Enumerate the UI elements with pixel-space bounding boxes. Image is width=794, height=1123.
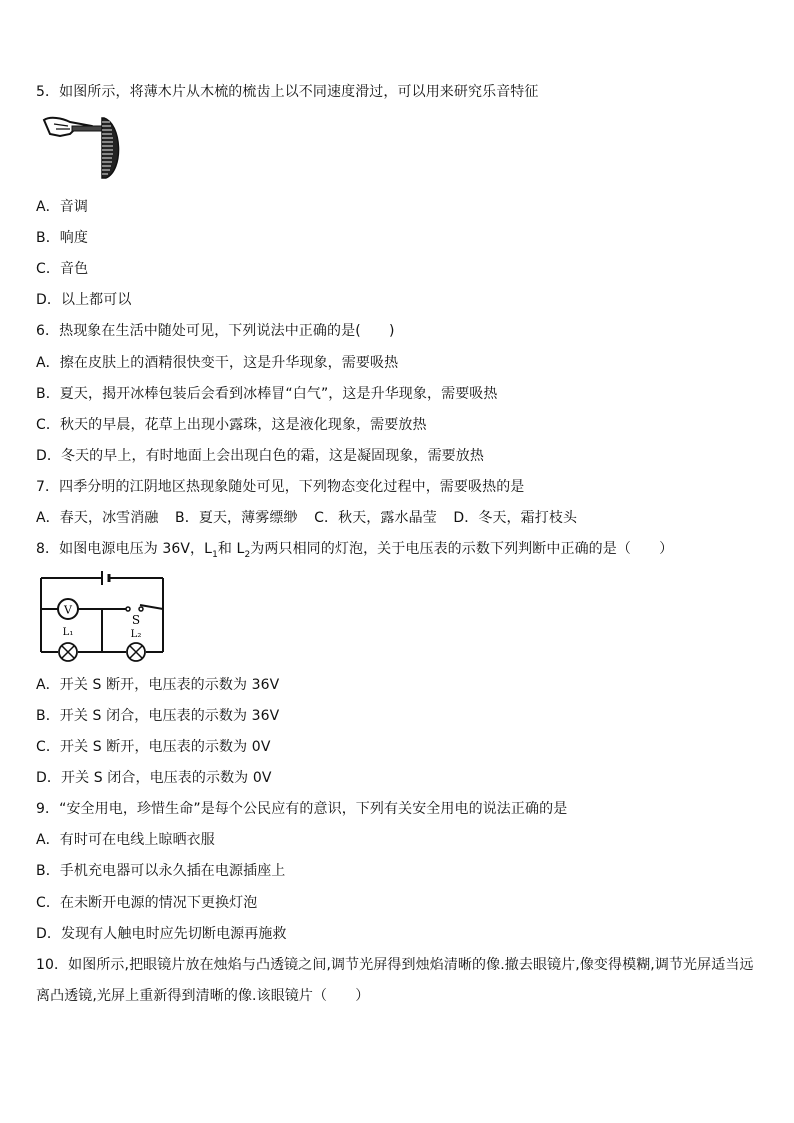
circuit-diagram: [38, 568, 166, 662]
question-9-option-b: B．手机充电器可以永久插在电源插座上: [36, 863, 286, 879]
question-5-option-d: D．以上都可以: [36, 292, 132, 308]
question-8-option-b: B．开关 S 闭合，电压表的示数为 36V: [36, 708, 280, 724]
voltmeter-label: V: [64, 603, 72, 617]
question-9-option-d: D．发现有人触电时应先切断电源再施救: [36, 926, 287, 942]
comb-figure: [40, 114, 126, 182]
question-7-option-b: B．夏天，薄雾缥缈: [175, 510, 298, 526]
question-7-options: [36, 508, 589, 528]
switch-label: S: [131, 613, 141, 627]
question-6-option-c: C．秋天的早晨，花草上出现小露珠，这是液化现象，需要放热: [36, 417, 427, 433]
question-7-option-c: C．秋天，露水晶莹: [314, 510, 437, 526]
question-6-option-a: A．擦在皮肤上的酒精很快变干，这是升华现象，需要吸热: [36, 355, 399, 371]
lamp-1-label: L₁: [62, 627, 74, 638]
switch-contact-right: [139, 607, 143, 611]
question-8-option-d: D．开关 S 闭合，电压表的示数为 0V: [36, 770, 272, 786]
question-9-option-a: A．有时可在电线上晾晒衣服: [36, 832, 215, 848]
question-10-stem: 10．如图所示,把眼镜片放在烛焰与凸透镜之间,调节光屏得到烛焰清晰的像.撤去眼镜片,像变得模糊,调节光屏适当远离凸透镜,光屏上重新得到清晰的像.该眼镜片（ ）: [36, 957, 754, 1004]
lamp-2-label: L₂: [130, 629, 142, 640]
question-5-option-a: A．音调: [36, 199, 88, 215]
question-7-stem: 7．四季分明的江阴地区热现象随处可见，下列物态变化过程中，需要吸热的是: [36, 479, 525, 495]
question-5-option-b: B．响度: [36, 230, 89, 246]
question-8-option-a: A．开关 S 断开，电压表的示数为 36V: [36, 677, 280, 693]
question-5-option-c: C．音色: [36, 261, 89, 277]
question-7-option-a: A．春天，冰雪消融: [36, 510, 159, 526]
question-9-stem: 9．“安全用电，珍惜生命”是每个公民应有的意识，下列有关安全用电的说法正确的是: [36, 801, 568, 817]
switch-contact-left: [126, 607, 130, 611]
question-6-option-d: D．冬天的早上，有时地面上会出现白色的霜，这是凝固现象，需要放热: [36, 448, 484, 464]
question-8-stem: 8．如图电源电压为 36V，$L_1$和 $L_2$为两只相同的灯泡，关于电压表的示数下列判断中正确的是（ ）: [36, 541, 674, 560]
question-8-option-c: C．开关 S 断开，电压表的示数为 0V: [36, 739, 271, 755]
question-6-option-b: B．夏天，揭开冰棒包装后会看到冰棒冒“白气”，这是升华现象，需要吸热: [36, 386, 498, 402]
question-9-option-c: C．在未断开电源的情况下更换灯泡: [36, 895, 258, 911]
question-6-stem: 6．热现象在生活中随处可见，下列说法中正确的是( ): [36, 323, 395, 339]
question-7-option-d: D．冬天，霜打枝头: [453, 510, 578, 526]
question-5-stem: 5．如图所示，将薄木片从木梳的梳齿上以不同速度滑过，可以用来研究乐音特征: [36, 84, 539, 100]
